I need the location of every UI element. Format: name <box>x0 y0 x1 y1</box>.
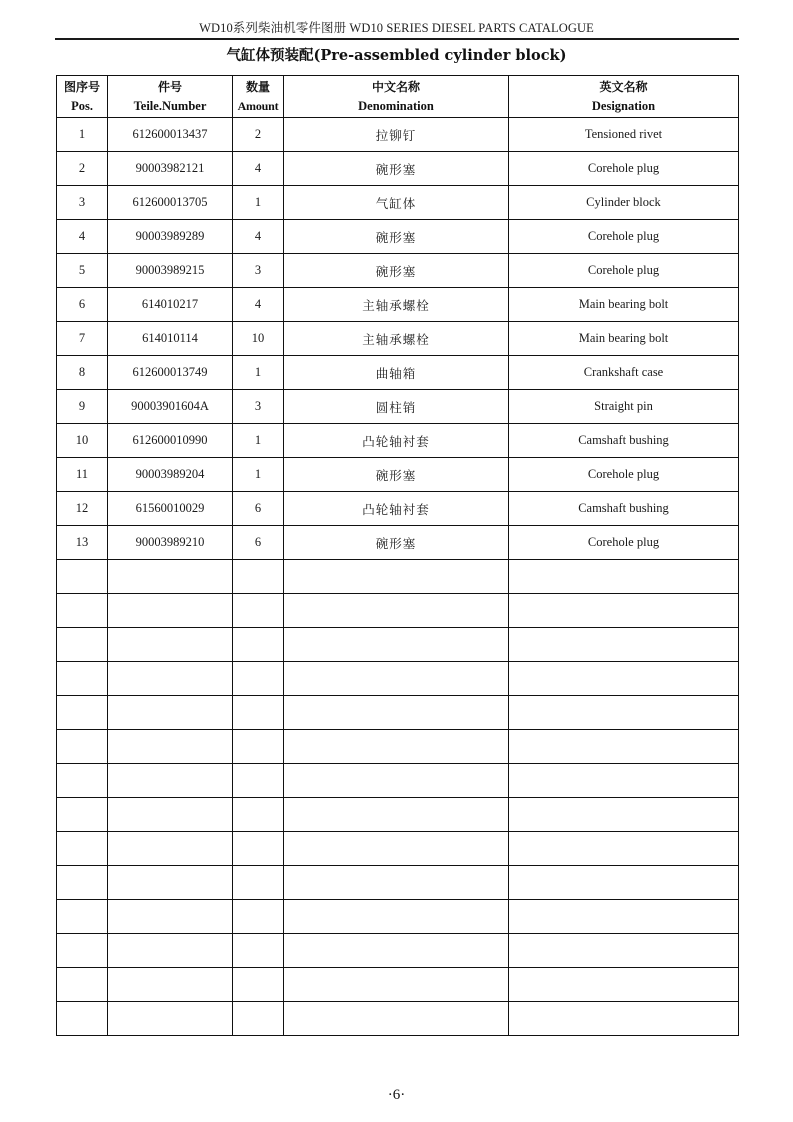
cell-en-name: Straight pin <box>509 390 739 424</box>
cell-amount: 4 <box>233 288 284 322</box>
table-row <box>57 832 739 866</box>
cell-cn-name: 凸轮轴衬套 <box>284 424 509 458</box>
cell-part-number <box>108 900 233 934</box>
column-header-denomination <box>284 76 509 118</box>
table-row <box>57 526 739 560</box>
table-row <box>57 322 739 356</box>
table-row <box>57 764 739 798</box>
cell-amount <box>233 662 284 696</box>
table-row <box>57 492 739 526</box>
cell-cn-name: 拉铆钉 <box>284 118 509 152</box>
cell-pos: 9 <box>57 390 108 424</box>
cell-pos <box>57 832 108 866</box>
cell-pos: 1 <box>57 118 108 152</box>
cell-en-name: Main bearing bolt <box>509 322 739 356</box>
cell-cn-name: 碗形塞 <box>284 458 509 492</box>
cell-cn-name: 碗形塞 <box>284 254 509 288</box>
cell-en-name: Corehole plug <box>509 220 739 254</box>
cell-part-number <box>108 1002 233 1036</box>
cell-pos: 3 <box>57 186 108 220</box>
cell-cn-name <box>284 594 509 628</box>
cell-en-name <box>509 594 739 628</box>
cell-amount: 1 <box>233 186 284 220</box>
cell-part-number <box>108 764 233 798</box>
cell-pos: 5 <box>57 254 108 288</box>
cell-pos <box>57 866 108 900</box>
cell-amount <box>233 798 284 832</box>
column-header-en: Amount <box>237 98 279 113</box>
cell-cn-name <box>284 866 509 900</box>
cell-amount: 4 <box>233 152 284 186</box>
cell-amount <box>233 696 284 730</box>
cell-en-name: Corehole plug <box>509 458 739 492</box>
cell-part-number <box>108 798 233 832</box>
cell-amount: 1 <box>233 424 284 458</box>
cell-part-number <box>108 662 233 696</box>
table-row <box>57 390 739 424</box>
cell-part-number <box>108 628 233 662</box>
cell-amount <box>233 594 284 628</box>
cell-pos <box>57 900 108 934</box>
cell-pos: 8 <box>57 356 108 390</box>
column-header-cn: 图序号 <box>63 79 100 94</box>
table-row <box>57 560 739 594</box>
cell-cn-name: 碗形塞 <box>284 152 509 186</box>
cell-pos <box>57 1002 108 1036</box>
cell-en-name: Camshaft bushing <box>509 424 739 458</box>
cell-amount <box>233 866 284 900</box>
cell-amount <box>233 934 284 968</box>
cell-en-name <box>509 628 739 662</box>
catalogue-header: WD10系列柴油机零件图册 WD10 SERIES DIESEL PARTS CATALOGUE <box>199 21 594 35</box>
cell-amount <box>233 730 284 764</box>
cell-en-name <box>509 696 739 730</box>
table-row <box>57 458 739 492</box>
parts-table <box>56 75 739 1036</box>
cell-pos: 7 <box>57 322 108 356</box>
table-row <box>57 968 739 1002</box>
cell-cn-name <box>284 696 509 730</box>
cell-pos <box>57 798 108 832</box>
cell-en-name <box>509 560 739 594</box>
cell-pos <box>57 628 108 662</box>
table-row <box>57 152 739 186</box>
column-header-pos <box>57 76 108 118</box>
cell-pos: 4 <box>57 220 108 254</box>
cell-part-number <box>108 560 233 594</box>
cell-part-number: 90003989289 <box>108 220 233 254</box>
cell-amount <box>233 832 284 866</box>
table-row <box>57 254 739 288</box>
cell-cn-name: 主轴承螺栓 <box>284 322 509 356</box>
column-header-part-number <box>108 76 233 118</box>
cell-amount <box>233 968 284 1002</box>
cell-amount: 3 <box>233 254 284 288</box>
cell-cn-name: 曲轴箱 <box>284 356 509 390</box>
table-row <box>57 356 739 390</box>
cell-en-name <box>509 764 739 798</box>
cell-part-number: 90003989215 <box>108 254 233 288</box>
parts-table-body <box>57 118 739 1036</box>
column-header-cn: 英文名称 <box>599 79 648 94</box>
cell-part-number: 90003989210 <box>108 526 233 560</box>
table-header-row <box>57 76 739 118</box>
cell-cn-name: 凸轮轴衬套 <box>284 492 509 526</box>
cell-part-number <box>108 832 233 866</box>
cell-pos <box>57 764 108 798</box>
cell-en-name <box>509 968 739 1002</box>
cell-cn-name <box>284 662 509 696</box>
cell-en-name <box>509 798 739 832</box>
cell-en-name: Corehole plug <box>509 526 739 560</box>
cell-cn-name <box>284 1002 509 1036</box>
cell-cn-name: 圆柱销 <box>284 390 509 424</box>
cell-pos <box>57 594 108 628</box>
cell-amount: 6 <box>233 526 284 560</box>
cell-amount: 1 <box>233 356 284 390</box>
table-row <box>57 628 739 662</box>
column-header-designation <box>509 76 739 118</box>
cell-amount <box>233 628 284 662</box>
column-header-cn: 数量 <box>245 79 270 94</box>
cell-en-name: Cylinder block <box>509 186 739 220</box>
cell-amount: 10 <box>233 322 284 356</box>
cell-part-number: 612600013705 <box>108 186 233 220</box>
cell-cn-name <box>284 798 509 832</box>
header-divider <box>55 38 739 40</box>
cell-part-number: 90003901604A <box>108 390 233 424</box>
cell-part-number: 612600010990 <box>108 424 233 458</box>
cell-pos: 6 <box>57 288 108 322</box>
cell-en-name: Crankshaft case <box>509 356 739 390</box>
cell-amount <box>233 900 284 934</box>
cell-amount: 1 <box>233 458 284 492</box>
cell-part-number: 90003982121 <box>108 152 233 186</box>
cell-pos: 10 <box>57 424 108 458</box>
cell-amount <box>233 1002 284 1036</box>
cell-cn-name: 气缸体 <box>284 186 509 220</box>
table-row <box>57 866 739 900</box>
table-row <box>57 1002 739 1036</box>
column-header-en: Pos. <box>71 98 93 113</box>
cell-part-number: 61560010029 <box>108 492 233 526</box>
cell-pos <box>57 968 108 1002</box>
cell-en-name <box>509 662 739 696</box>
cell-cn-name <box>284 968 509 1002</box>
cell-cn-name <box>284 900 509 934</box>
cell-part-number: 612600013437 <box>108 118 233 152</box>
cell-part-number: 614010217 <box>108 288 233 322</box>
cell-part-number: 90003989204 <box>108 458 233 492</box>
cell-pos: 11 <box>57 458 108 492</box>
cell-cn-name <box>284 764 509 798</box>
cell-part-number <box>108 934 233 968</box>
cell-en-name <box>509 900 739 934</box>
cell-pos <box>57 730 108 764</box>
table-row <box>57 934 739 968</box>
cell-part-number: 612600013749 <box>108 356 233 390</box>
column-header-en: Teile.Number <box>133 98 207 113</box>
page-number: ·6· <box>387 1087 406 1103</box>
cell-en-name <box>509 934 739 968</box>
cell-cn-name <box>284 934 509 968</box>
cell-part-number <box>108 968 233 1002</box>
cell-pos: 13 <box>57 526 108 560</box>
cell-en-name <box>509 1002 739 1036</box>
cell-cn-name <box>284 730 509 764</box>
cell-amount: 3 <box>233 390 284 424</box>
cell-cn-name: 主轴承螺栓 <box>284 288 509 322</box>
cell-part-number <box>108 730 233 764</box>
cell-cn-name <box>284 628 509 662</box>
table-row <box>57 730 739 764</box>
cell-en-name: Main bearing bolt <box>509 288 739 322</box>
cell-en-name: Camshaft bushing <box>509 492 739 526</box>
cell-pos <box>57 934 108 968</box>
column-header-cn: 中文名称 <box>371 79 420 94</box>
cell-part-number: 614010114 <box>108 322 233 356</box>
cell-cn-name <box>284 560 509 594</box>
cell-en-name <box>509 730 739 764</box>
cell-pos <box>57 560 108 594</box>
cell-amount: 4 <box>233 220 284 254</box>
cell-pos <box>57 696 108 730</box>
table-row <box>57 662 739 696</box>
cell-pos <box>57 662 108 696</box>
cell-en-name: Tensioned rivet <box>509 118 739 152</box>
table-row <box>57 186 739 220</box>
cell-part-number <box>108 594 233 628</box>
table-row <box>57 900 739 934</box>
page-title: 气缸体预装配(Pre-assembled cylinder block) <box>226 47 567 64</box>
column-header-en: Designation <box>591 98 656 113</box>
cell-pos: 2 <box>57 152 108 186</box>
cell-amount <box>233 560 284 594</box>
cell-en-name: Corehole plug <box>509 254 739 288</box>
table-row <box>57 220 739 254</box>
cell-en-name: Corehole plug <box>509 152 739 186</box>
cell-pos: 12 <box>57 492 108 526</box>
cell-cn-name: 碗形塞 <box>284 526 509 560</box>
cell-cn-name: 碗形塞 <box>284 220 509 254</box>
table-row <box>57 798 739 832</box>
column-header-cn: 件号 <box>157 79 182 94</box>
table-row <box>57 288 739 322</box>
table-row <box>57 118 739 152</box>
cell-amount: 2 <box>233 118 284 152</box>
table-row <box>57 696 739 730</box>
cell-amount: 6 <box>233 492 284 526</box>
column-header-amount <box>233 76 284 118</box>
column-header-en: Denomination <box>358 98 434 113</box>
table-row <box>57 424 739 458</box>
cell-amount <box>233 764 284 798</box>
cell-en-name <box>509 866 739 900</box>
cell-part-number <box>108 696 233 730</box>
cell-cn-name <box>284 832 509 866</box>
table-row <box>57 594 739 628</box>
cell-en-name <box>509 832 739 866</box>
cell-part-number <box>108 866 233 900</box>
